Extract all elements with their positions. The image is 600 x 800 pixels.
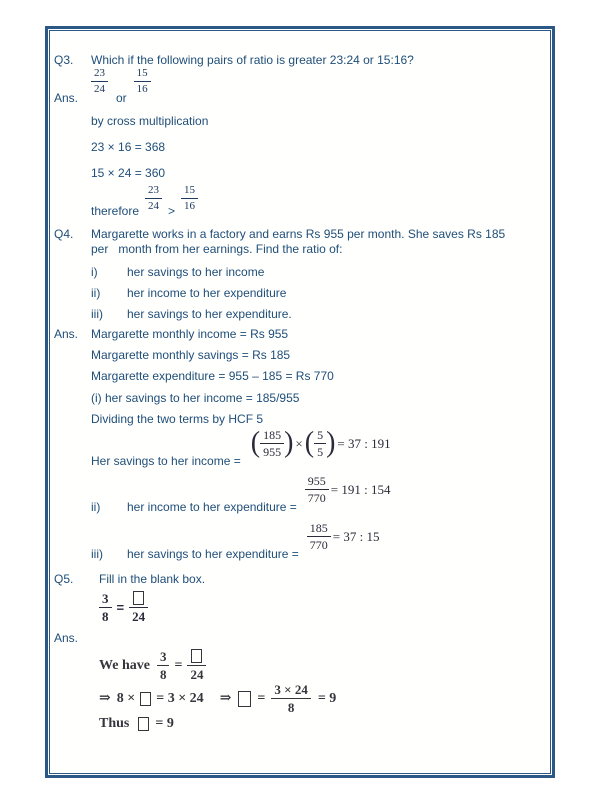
calc-row-2: [54, 166, 542, 181]
fraction-numerator: 23: [148, 184, 160, 196]
fraction-numerator: [129, 591, 148, 607]
q4-question-text: [91, 227, 542, 257]
fraction-15-16: [134, 68, 151, 95]
fraction-955-770: [305, 475, 329, 504]
equals-sign: =: [174, 657, 183, 673]
fraction-denominator: 16: [181, 198, 198, 212]
we-have-row: [54, 649, 542, 681]
fraction-denominator: 24: [187, 665, 206, 681]
page-border-inner: [49, 30, 551, 774]
fraction-numerator: 5: [317, 428, 324, 442]
fraction-3-8: [157, 650, 170, 681]
q5-equation-row: [54, 591, 542, 623]
item-marker: ii): [91, 500, 101, 514]
blank-box: [138, 717, 149, 731]
equals-sign: =: [257, 691, 266, 706]
item-text: her savings to her expenditure.: [127, 307, 292, 321]
q3-label: Q3.: [54, 53, 74, 67]
fraction-numerator: [187, 649, 206, 665]
q4-ans-row: [54, 327, 542, 342]
implies-arrow: ⇒: [99, 691, 111, 706]
fraction-denominator: 8: [157, 665, 170, 681]
fraction-denominator: 24: [145, 198, 162, 212]
blank-box: [191, 649, 202, 663]
greater-than-sign: >: [168, 204, 176, 218]
fraction-3-8: [99, 592, 112, 623]
fraction-denominator: 770: [307, 536, 331, 551]
item-text: her income to her expenditure: [127, 286, 287, 300]
blank-box: [140, 692, 151, 706]
fraction-denominator: 24: [91, 81, 108, 95]
left-paren: (: [250, 426, 261, 459]
derivation-row: [54, 683, 542, 714]
fraction-185-770: [307, 522, 331, 551]
fraction-5-5: [314, 429, 326, 458]
q4-item-row: [54, 265, 542, 280]
fraction-denominator: 5: [314, 443, 326, 458]
q3-ans-row: [54, 68, 542, 106]
fraction-numerator: 185: [309, 521, 328, 535]
step1-right: = 3 × 24: [156, 691, 204, 706]
q4-ans-row: [54, 348, 542, 363]
fraction-denominator: 16: [134, 81, 151, 95]
q4-item-row: [54, 307, 542, 322]
savings-income-formula: [250, 426, 393, 459]
savings-expenditure-formula: [307, 522, 382, 551]
savings-expenditure-row: [54, 522, 542, 562]
item-marker: iii): [91, 547, 103, 561]
fraction-numerator: 955: [307, 474, 326, 488]
savings-expenditure-prefix: her savings to her expenditure =: [127, 547, 299, 561]
fraction-3x24-8: [271, 683, 310, 714]
therefore-word: therefore: [91, 204, 140, 218]
fraction-denominator: 24: [129, 607, 148, 623]
q5-equation: [91, 591, 148, 623]
ans-line: Dividing the two terms by HCF 5: [91, 412, 264, 426]
q5-ans-row: [54, 631, 542, 646]
item-marker: ii): [91, 286, 101, 300]
thus-word: Thus: [99, 716, 130, 731]
calc-2-text: 15 × 24 = 360: [91, 166, 166, 180]
item-marker: iii): [91, 307, 103, 321]
q4-ans-row: [54, 412, 542, 427]
income-expenditure-prefix: her income to her expenditure =: [127, 500, 297, 514]
fraction-blank-24: [129, 591, 148, 623]
item-text: her savings to her income: [127, 265, 265, 279]
fraction-denominator: 8: [271, 698, 310, 714]
implies-arrow: ⇒: [219, 691, 232, 706]
fraction-denominator: 955: [260, 443, 284, 458]
income-expenditure-formula: [305, 475, 393, 504]
fraction-23-24: [145, 185, 162, 212]
item-marker: i): [91, 265, 98, 279]
savings-income-prefix: Her savings to her income =: [91, 454, 241, 468]
right-paren: ): [284, 426, 294, 459]
q4-item-row: [54, 286, 542, 301]
fraction-denominator: 770: [305, 489, 329, 504]
cross-multiplication-row: [54, 114, 542, 129]
ans-line: (i) her savings to her income = 185/955: [91, 391, 300, 405]
fraction-blank-24: [187, 649, 206, 681]
q4-label: Q4.: [54, 227, 74, 241]
formula-result: = 37 : 191: [337, 436, 391, 451]
page-content: [50, 31, 550, 773]
blank-box: [238, 691, 251, 707]
step2-result: = 9: [317, 691, 337, 706]
fraction-numerator: 185: [263, 428, 282, 442]
formula-result: = 191 : 154: [330, 482, 391, 497]
ans-line: Margarette monthly income = Rs 955: [91, 327, 289, 341]
q4-question-line1: Margarette works in a factory and earns Rs 955 per month. She saves Rs 185: [91, 227, 506, 241]
thus-result: = 9: [155, 716, 174, 731]
formula-result: = 37 : 15: [332, 529, 380, 544]
fraction-numerator: 3: [102, 590, 109, 606]
fraction-numerator: 15: [136, 67, 148, 79]
we-have-text: We have: [99, 657, 150, 673]
multiply-sign: ×: [295, 436, 303, 451]
left-paren: (: [304, 426, 315, 459]
page-border-frame: [45, 26, 555, 778]
fraction-185-955: [260, 429, 284, 458]
q4-question-line2: per month from her earnings. Find the ratio of:: [91, 242, 343, 256]
calc-row-1: [54, 140, 542, 155]
fraction-15-16: [181, 185, 198, 212]
q3-question-text: Which if the following pairs of ratio is greater 23:24 or 15:16?: [91, 53, 414, 67]
q5-label: Q5.: [54, 572, 74, 586]
thus-row: [54, 716, 542, 731]
or-word: or: [116, 91, 127, 105]
calc-1-text: 23 × 16 = 368: [91, 140, 166, 154]
ans-line: Margarette monthly savings = Rs 185: [91, 348, 291, 362]
blank-box: [133, 591, 144, 605]
q3-ans-label: Ans.: [54, 91, 79, 105]
fraction-numerator: 15: [184, 184, 196, 196]
q5-question-text: Fill in the blank box.: [99, 572, 206, 586]
equals-sign: =: [116, 599, 125, 615]
fraction-numerator: 3: [159, 648, 167, 664]
cross-multiplication-text: by cross multiplication: [91, 114, 209, 128]
q4-ans-row: [54, 369, 542, 384]
fraction-denominator: 8: [99, 607, 112, 623]
q3-question-row: [54, 53, 542, 68]
fraction-numerator: 23: [94, 67, 105, 79]
q4-question-row: [54, 227, 542, 257]
ans-line: Margarette expenditure = 955 – 185 = Rs 770: [91, 369, 334, 383]
fraction-numerator: 3 × 24: [274, 682, 308, 697]
right-paren: ): [326, 426, 336, 459]
q5-ans-label: Ans.: [54, 631, 79, 645]
q5-question-row: [54, 572, 542, 587]
therefore-row: [54, 185, 542, 219]
fraction-23-24: [91, 68, 108, 95]
q4-ans-row: [54, 391, 542, 406]
income-expenditure-row: [54, 475, 542, 515]
savings-income-row: [54, 426, 542, 469]
step1-left: 8 ×: [116, 691, 136, 706]
q4-ans-label: Ans.: [54, 327, 79, 341]
